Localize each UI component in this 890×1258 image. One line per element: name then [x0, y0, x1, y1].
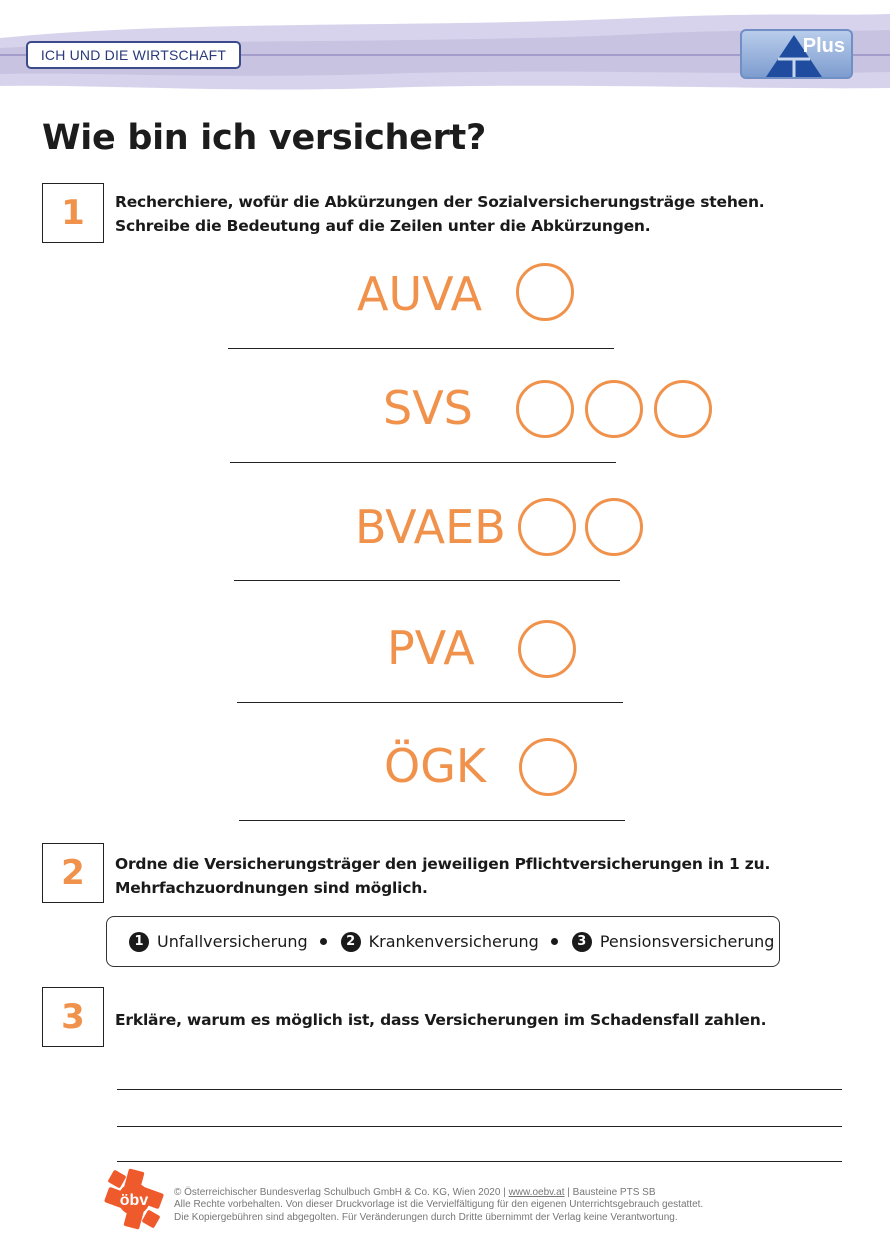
bullet-separator — [551, 938, 558, 945]
legend-label-3: Pensionsversicherung — [599, 932, 775, 951]
insurance-legend — [106, 916, 780, 967]
task-3-instruction — [115, 1008, 766, 1032]
publisher-link[interactable]: www.oebv.at — [508, 1187, 565, 1198]
footer-line-3: Die Kopiergebühren sind abgegolten. Für Veränderungen durch Dritte übernimmt der Verlag keine Verantwortung. — [174, 1211, 678, 1223]
plus-logo — [740, 29, 853, 79]
answer-circle[interactable] — [519, 738, 577, 796]
task-2-line-1: Ordne die Versicherungsträger den jeweiligen Pflichtversicherungen in 1 zu. — [115, 855, 771, 873]
legend-number-1: 1 — [129, 932, 149, 952]
answer-circle[interactable] — [516, 380, 574, 438]
abbr-bvaeb: BVAEB — [355, 500, 506, 554]
footer-copyright — [174, 1187, 703, 1224]
task-1-line-2: Schreibe die Bedeutung auf die Zeilen unter die Abkürzungen. — [115, 217, 651, 235]
plus-logo-text: Plus — [802, 35, 845, 57]
abbr-svs: SVS — [383, 381, 473, 435]
legend-label-1: Unfallversicherung — [157, 932, 308, 951]
bullet-separator — [320, 938, 327, 945]
answer-circle[interactable] — [585, 380, 643, 438]
oebv-logo — [104, 1168, 164, 1230]
task-1-line-1: Recherchiere, wofür die Abkürzungen der Sozialversicherungsträge stehen. — [115, 193, 765, 211]
task-3-number: 3 — [42, 987, 104, 1047]
answer-line-task3[interactable] — [117, 1089, 842, 1090]
answer-circle[interactable] — [516, 263, 574, 321]
answer-circle[interactable] — [654, 380, 712, 438]
legend-number-2: 2 — [341, 932, 361, 952]
oebv-logo-text: öbv — [119, 1192, 149, 1209]
task-2-instruction — [115, 852, 770, 900]
answer-line-task3[interactable] — [117, 1126, 842, 1127]
abbr-pva: PVA — [387, 621, 475, 675]
page-title: Wie bin ich versichert? — [42, 118, 486, 158]
answer-circle[interactable] — [518, 498, 576, 556]
section-label: ICH UND DIE WIRTSCHAFT — [26, 41, 241, 69]
abbr-oegk: ÖGK — [384, 739, 487, 793]
answer-line-task3[interactable] — [117, 1161, 842, 1162]
answer-circle[interactable] — [518, 620, 576, 678]
answer-line-svs[interactable] — [230, 462, 616, 463]
answer-circle[interactable] — [585, 498, 643, 556]
task-2-line-2: Mehrfachzuordnungen sind möglich. — [115, 879, 428, 897]
task-1-number: 1 — [42, 183, 104, 243]
task-2-number: 2 — [42, 843, 104, 903]
answer-line-auva[interactable] — [228, 348, 614, 349]
footer-series-text: | Bausteine PTS SB — [564, 1187, 656, 1198]
task-1-instruction — [115, 190, 765, 238]
legend-number-3: 3 — [572, 932, 592, 952]
answer-line-bvaeb[interactable] — [234, 580, 620, 581]
legend-label-2: Krankenversicherung — [368, 932, 539, 951]
answer-line-oegk[interactable] — [239, 820, 625, 821]
abbr-auva: AUVA — [357, 267, 483, 321]
footer-copyright-text: © Österreichischer Bundesverlag Schulbuch GmbH & Co. KG, Wien 2020 | — [174, 1187, 509, 1198]
task-3-line-1: Erkläre, warum es möglich ist, dass Versicherungen im Schadensfall zahlen. — [115, 1011, 767, 1029]
answer-line-pva[interactable] — [237, 702, 623, 703]
footer-line-2: Alle Rechte vorbehalten. Von dieser Druckvorlage ist die Vervielfältigung für den eigenen Unterrichtsgebrauch gestattet. — [174, 1199, 704, 1211]
footer-line-1 — [174, 1187, 703, 1199]
